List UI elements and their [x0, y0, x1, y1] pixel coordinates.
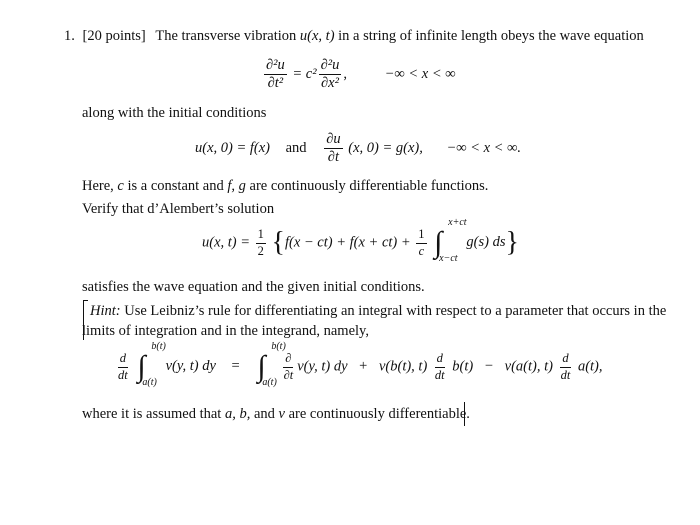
hint-line-2: limits of integration and in the integrand, namely, [82, 323, 369, 339]
lr-p-num: ∂ [283, 352, 293, 367]
where-2: and [253, 406, 275, 422]
hint-line-1 [90, 303, 666, 320]
problem-intro: The transverse vibration [155, 28, 297, 44]
da-c-den: c [418, 243, 425, 258]
where-text [82, 406, 470, 423]
da-open-brace: { [271, 227, 285, 258]
lr-at: a(t), [577, 358, 603, 375]
da-c-num: 1 [416, 228, 426, 243]
lr-lower-2: a(t) [262, 377, 277, 388]
along-text: along with the initial conditions [82, 105, 267, 121]
lr-upper-1: b(t) [151, 341, 166, 352]
lr-d-den: dt [118, 367, 128, 382]
problem-intro-tail: in a string of infinite length obeys the wave equation [338, 28, 644, 44]
leibniz-rule [114, 341, 603, 388]
hint-label: Hint: [90, 303, 121, 319]
here-2: is a constant and [127, 178, 224, 194]
lr-bt: b(t) [452, 358, 474, 375]
lr-integral-1: ∫ b(t) a(t) [137, 341, 166, 388]
ic-u0: u(x, 0) = f(x) [195, 140, 270, 157]
lr-d3-den: dt [560, 367, 571, 382]
da-lower: x−ct [439, 253, 458, 264]
lr-upper-2: b(t) [271, 341, 286, 352]
wave-lhs-den: ∂t² [267, 75, 284, 92]
where-1: where it is assumed that [82, 406, 222, 422]
da-integrand: g(s) ds [466, 234, 506, 251]
here-3: are continuously differentiable functions. [249, 178, 489, 194]
lr-minus: − [484, 358, 494, 375]
lr-va: v(a(t), t) [504, 358, 553, 375]
problem-points: [20 points] [82, 28, 146, 44]
wave-eq-c2: = c² [292, 66, 317, 83]
wave-equation [262, 58, 456, 91]
hint-1: Use Leibniz’s rule for differentiating an integral with respect to a parameter that occurs in the [124, 303, 667, 319]
problem-statement [64, 28, 644, 45]
problem-number: 1. [64, 28, 75, 44]
here-text [82, 178, 488, 195]
da-lhs: u(x, t) = [202, 234, 251, 251]
lr-d2-den: dt [434, 367, 445, 382]
lr-eq: = [231, 358, 240, 375]
ic-du-den: ∂t [327, 149, 339, 166]
ic-du-rest: (x, 0) = g(x), [348, 140, 423, 157]
u-xt: u(x, t) [299, 28, 335, 44]
wave-domain: −∞ < x < ∞ [384, 66, 456, 83]
where-vars: a, b, [224, 406, 251, 422]
da-half-den: 2 [257, 243, 264, 258]
where-v: v [278, 406, 285, 422]
da-integral: ∫ x+ct x−ct [434, 217, 467, 264]
lr-d-num: d [118, 352, 128, 367]
da-close-brace: } [505, 227, 519, 258]
wave-lhs-num: ∂²u [264, 58, 287, 75]
lr-plus: + [359, 358, 368, 375]
ic-and: and [285, 140, 307, 157]
lr-int1: v(y, t) dy [165, 358, 216, 375]
hint-bracket-top [83, 300, 88, 301]
where-3: are continuously differentiable. [288, 406, 470, 422]
dalembert-solution [202, 217, 519, 264]
lr-d3-num: d [560, 352, 570, 367]
lr-vb: v(b(t), t) [378, 358, 428, 375]
ic-du-num: ∂u [324, 132, 342, 149]
lr-p-den: ∂t [283, 367, 294, 382]
ic-domain: −∞ < x < ∞. [446, 140, 522, 157]
satisfies-text: satisfies the wave equation and the given initial conditions. [82, 279, 425, 295]
da-half-num: 1 [256, 228, 266, 243]
verify-text: Verify that d’Alembert’s solution [82, 201, 275, 217]
here-c: c [117, 178, 124, 194]
wave-comma: , [343, 66, 347, 83]
da-upper: x+ct [448, 217, 467, 228]
lr-integral-2: ∫ b(t) a(t) [257, 341, 286, 388]
da-mid: f(x − ct) + f(x + ct) + [284, 234, 411, 251]
here-1: Here, [82, 178, 114, 194]
hint-close-bracket [464, 402, 465, 426]
lr-lower-1: a(t) [142, 377, 157, 388]
wave-rhs-den: ∂x² [321, 75, 339, 92]
lr-d2-num: d [435, 352, 445, 367]
initial-conditions [195, 132, 521, 165]
lr-int2: v(y, t) dy [297, 358, 348, 375]
here-fg: f, g [227, 178, 246, 194]
wave-rhs-num: ∂²u [319, 58, 342, 75]
